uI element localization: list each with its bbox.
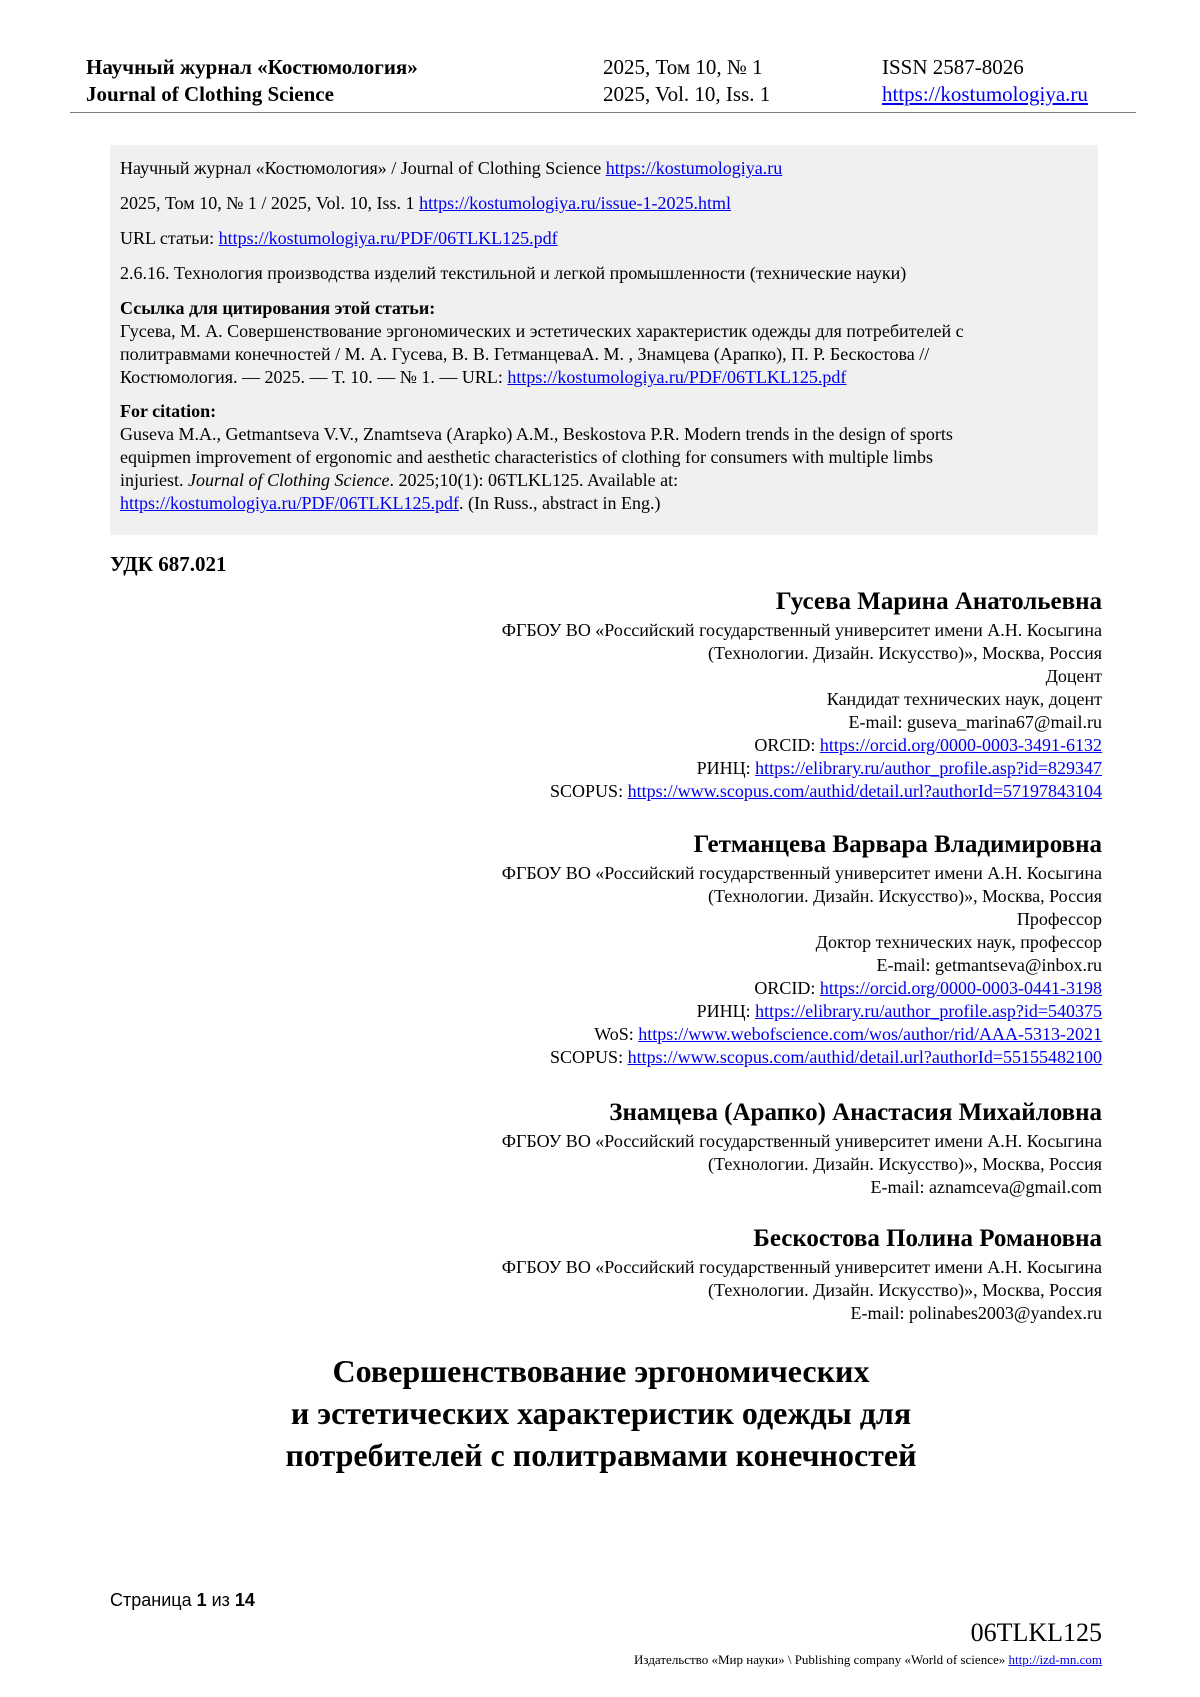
citation-box (110, 145, 1098, 535)
author-org: ФГБОУ ВО «Российский государственный университет имени А.Н. Косыгина (501, 1257, 1102, 1277)
cite-en-text-4: https://kostumologiya.ru/PDF/06TLKL125.pdf. (In Russ., abstract in Eng.) (120, 493, 661, 513)
issue-block (603, 54, 770, 108)
author-degree: Кандидат технических наук, доцент (826, 689, 1102, 709)
cite-article-link[interactable]: https://kostumologiya.ru/PDF/06TLKL125.pdf (218, 228, 558, 248)
publisher-link[interactable]: http://izd-mn.com (1008, 1652, 1102, 1667)
cite-en-block (120, 400, 1088, 515)
issn: ISSN 2587-8026 (882, 55, 1024, 79)
author-org-city: (Технологии. Дизайн. Искусство)», Москва, Россия (708, 643, 1102, 663)
author-name: Гусева Марина Анатольевна (775, 588, 1102, 615)
scopus-link[interactable]: https://www.scopus.com/authid/detail.url?authorId=57197843104 (627, 781, 1102, 801)
author-email: E-mail: guseva_marina67@mail.ru (848, 712, 1102, 732)
article-title-line-3: потребителей с политравмами конечностей (285, 1437, 917, 1473)
cite-ru-text-1: Гусева, М. А. Совершенствование эргономических и эстетических характеристик одежды для потребителей с (120, 321, 964, 341)
cite-ru-link[interactable]: https://kostumologiya.ru/PDF/06TLKL125.pdf (507, 367, 847, 387)
author-name: Бескостова Полина Романовна (753, 1225, 1102, 1252)
header-divider (70, 112, 1136, 113)
author-scopus: SCOPUS: https://www.scopus.com/authid/detail.url?authorId=57197843104 (550, 781, 1102, 801)
cite-ru-block (120, 297, 1088, 389)
rinc-link[interactable]: https://elibrary.ru/author_profile.asp?id=540375 (755, 1001, 1102, 1021)
scopus-link[interactable]: https://www.scopus.com/authid/detail.url?authorId=55155482100 (627, 1047, 1102, 1067)
author-block (202, 1097, 1102, 1199)
author-scopus: SCOPUS: https://www.scopus.com/authid/detail.url?authorId=55155482100 (550, 1047, 1102, 1067)
cite-en-text-1: Guseva M.A., Getmantseva V.V., Znamtseva (Arapko) A.M., Beskostova P.R. Modern trends in the design of sports (120, 424, 953, 444)
author-email: E-mail: polinabes2003@yandex.ru (850, 1303, 1102, 1323)
author-orcid: ORCID: https://orcid.org/0000-0003-0441-3198 (754, 978, 1102, 998)
cite-journal-link[interactable]: https://kostumologiya.ru (605, 158, 783, 178)
cite-en-link[interactable]: https://kostumologiya.ru/PDF/06TLKL125.pdf (120, 493, 460, 513)
author-block (202, 1223, 1102, 1325)
journal-site-link[interactable]: https://kostumologiya.ru (882, 82, 1088, 106)
issue-en: 2025, Vol. 10, Iss. 1 (603, 82, 771, 106)
author-name: Знамцева (Арапко) Анастасия Михайловна (609, 1099, 1102, 1126)
author-email: E-mail: getmantseva@inbox.ru (876, 955, 1102, 975)
cite-issue-line: 2025, Том 10, № 1 / 2025, Vol. 10, Iss. 1 https://kostumologiya.ru/issue-1-2025.html (120, 193, 732, 213)
author-email: E-mail: aznamceva@gmail.com (870, 1177, 1102, 1197)
cite-url-line: URL статьи: https://kostumologiya.ru/PDF/06TLKL125.pdf (120, 228, 558, 248)
cite-ru-text-3: Костюмология. — 2025. — Т. 10. — № 1. — URL: https://kostumologiya.ru/PDF/06TLKL125.pdf (120, 367, 847, 387)
author-orcid: ORCID: https://orcid.org/0000-0003-3491-6132 (754, 735, 1102, 755)
orcid-link[interactable]: https://orcid.org/0000-0003-3491-6132 (819, 735, 1102, 755)
author-position: Профессор (1016, 909, 1102, 929)
author-org-city: (Технологии. Дизайн. Искусство)», Москва, Россия (708, 1154, 1102, 1174)
cite-en-text-2: equipmen improvement of ergonomic and aesthetic characteristics of clothing for consumers with multiple limbs (120, 447, 933, 467)
journal-name-block (86, 54, 418, 108)
page-number: Страница 1 из 14 (110, 1590, 255, 1610)
author-degree: Доктор технических наук, профессор (815, 932, 1102, 952)
article-code: 06TLKL125 (970, 1618, 1102, 1647)
author-position: Доцент (1045, 666, 1102, 686)
issn-block (882, 54, 1088, 108)
orcid-link[interactable]: https://orcid.org/0000-0003-0441-3198 (819, 978, 1102, 998)
author-org: ФГБОУ ВО «Российский государственный университет имени А.Н. Косыгина (501, 1131, 1102, 1151)
author-name: Гетманцева Варвара Владимировна (693, 831, 1102, 858)
author-rinc: РИНЦ: https://elibrary.ru/author_profile.asp?id=829347 (696, 758, 1102, 778)
author-rinc: РИНЦ: https://elibrary.ru/author_profile.asp?id=540375 (696, 1001, 1102, 1021)
author-wos: WoS: https://www.webofscience.com/wos/author/rid/AAA-5313-2021 (594, 1024, 1102, 1044)
author-block (202, 586, 1102, 803)
journal-name-ru: Научный журнал «Костюмология» (86, 55, 418, 79)
article-title (160, 1350, 1042, 1476)
udk-code: УДК 687.021 (110, 552, 227, 576)
cite-en-heading: For citation: (120, 401, 217, 421)
journal-header (86, 54, 1120, 110)
wos-link[interactable]: https://www.webofscience.com/wos/author/rid/AAA-5313-2021 (638, 1024, 1102, 1044)
author-org: ФГБОУ ВО «Российский государственный университет имени А.Н. Косыгина (501, 863, 1102, 883)
cite-ru-text-2: политравмами конечностей / М. А. Гусева, В. В. ГетманцеваА. М. , Знамцева (Арапко), П. Р. Бескостова // (120, 344, 930, 364)
author-org: ФГБОУ ВО «Российский государственный университет имени А.Н. Косыгина (501, 620, 1102, 640)
author-org-city: (Технологии. Дизайн. Искусство)», Москва, Россия (708, 886, 1102, 906)
cite-ru-heading: Ссылка для цитирования этой статьи: (120, 298, 436, 318)
issue-ru: 2025, Том 10, № 1 (603, 55, 763, 79)
article-title-line-2: и эстетических характеристик одежды для (290, 1395, 912, 1431)
journal-name-en: Journal of Clothing Science (86, 82, 334, 106)
cite-en-text-3: injuriest. Journal of Clothing Science. 2025;10(1): 06TLKL125. Available at: (120, 470, 679, 490)
article-title-line-1: Совершенствование эргономических (332, 1353, 870, 1389)
cite-journal-line: Научный журнал «Костюмология» / Journal of Clothing Science https://kostumologiya.ru (120, 158, 783, 178)
cite-issue-link[interactable]: https://kostumologiya.ru/issue-1-2025.html (419, 193, 732, 213)
author-block (202, 829, 1102, 1069)
author-org-city: (Технологии. Дизайн. Искусство)», Москва, Россия (708, 1280, 1102, 1300)
cite-specialty-line: 2.6.16. Технология производства изделий текстильной и легкой промышленности (технические науки) (120, 263, 907, 283)
rinc-link[interactable]: https://elibrary.ru/author_profile.asp?id=829347 (755, 758, 1102, 778)
publisher-line: Издательство «Мир науки» \ Publishing company «World of science» http://izd-mn.com (634, 1652, 1102, 1667)
